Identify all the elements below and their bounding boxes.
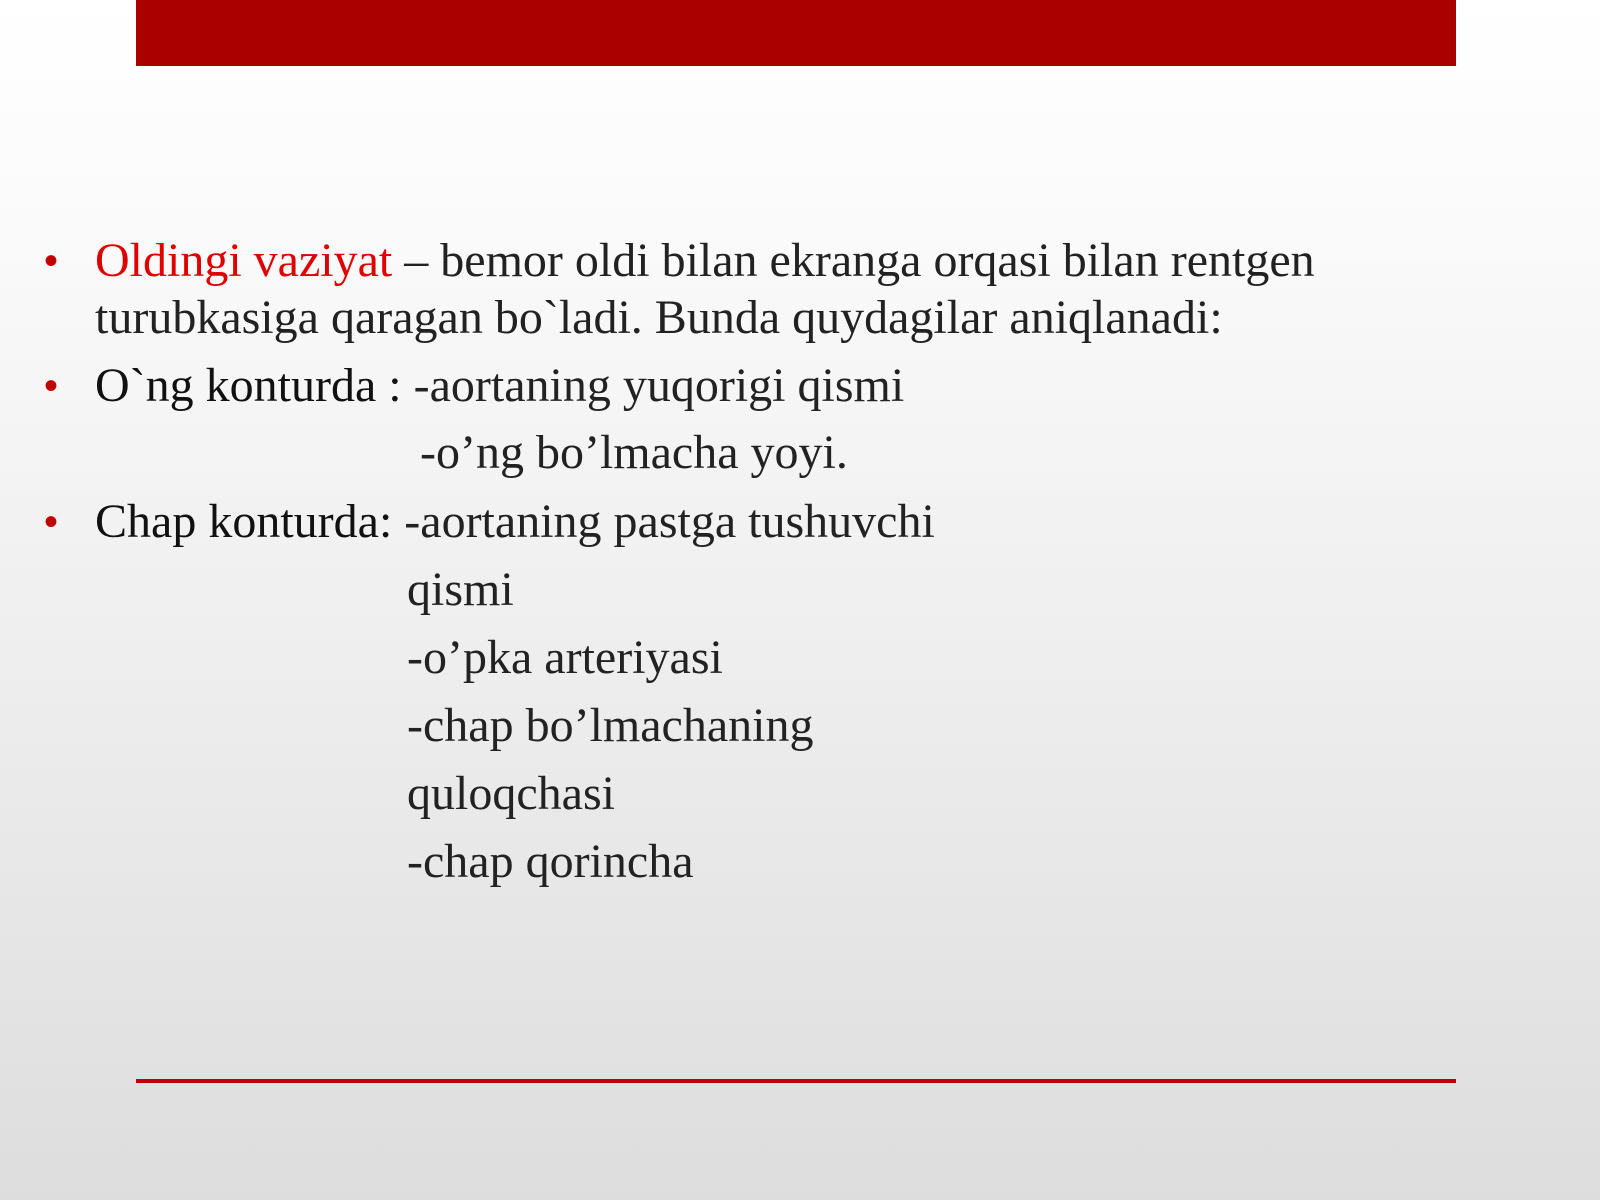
- detail-line: -o’ng bo’lmacha yoyi.: [420, 426, 848, 479]
- term-ong-konturda: O`ng konturda :: [95, 359, 402, 412]
- detail-line: -chap bo’lmachaning: [407, 699, 814, 752]
- detail-text: -aortaning pastga tushuvchi: [392, 495, 935, 548]
- detail-text: -aortaning yuqorigi qismi: [401, 359, 905, 412]
- bullet-line-1: [95, 232, 1315, 290]
- bottom-divider: [136, 1079, 1456, 1083]
- bullet-dot: •: [44, 364, 59, 408]
- definition-text: – bemor oldi bilan ekranga orqasi bilan rentgen: [392, 234, 1315, 287]
- bullet-dot: •: [44, 239, 59, 283]
- term-oldingi-vaziyat: Oldingi vaziyat: [95, 234, 393, 287]
- bullet-dot: •: [44, 500, 59, 544]
- bullet-line-1: [95, 493, 935, 551]
- detail-line: -o’pka arteriyasi: [407, 631, 723, 684]
- detail-line: quloqchasi: [407, 767, 615, 820]
- bullet-line-1: [95, 357, 904, 415]
- term-chap-konturda: Chap konturda:: [95, 495, 393, 548]
- detail-line: qismi: [407, 563, 514, 616]
- detail-line: -chap qorincha: [407, 835, 694, 888]
- top-accent-bar: [136, 0, 1456, 66]
- bullet-line-2: turubkasiga qaragan bo`ladi. Bunda quydagilar aniqlanadi:: [95, 291, 1223, 344]
